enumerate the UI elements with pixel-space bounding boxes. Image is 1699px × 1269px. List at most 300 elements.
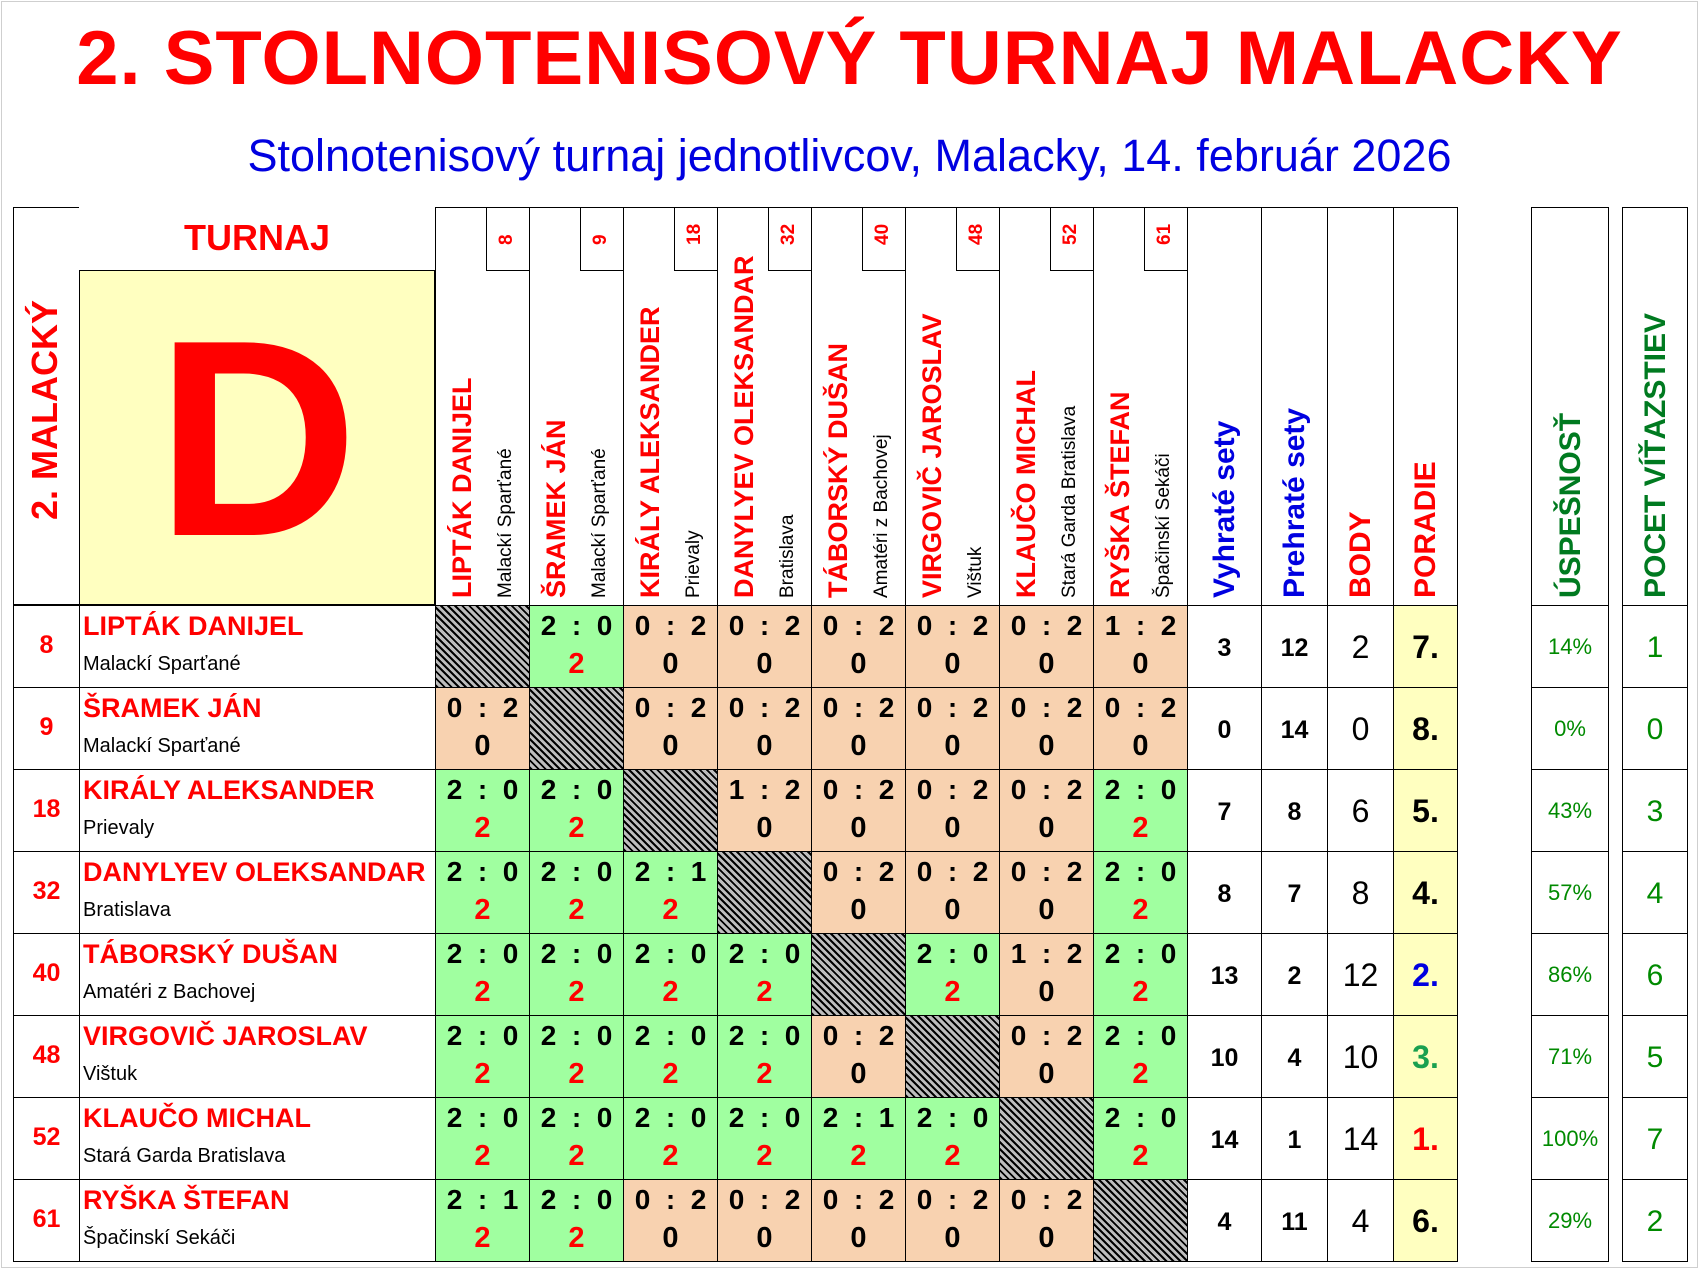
match-score: 2 : 1 [446, 1184, 519, 1215]
match-points: 2 [1132, 1140, 1149, 1172]
turnaj-label: TURNAJ [183, 217, 330, 258]
match-score: 0 : 2 [1010, 692, 1083, 723]
extra-column-label: ÚSPEŠNOSŤ [1553, 412, 1587, 598]
match-points: 2 [1132, 812, 1149, 844]
stat-value-points: 10 [1342, 1039, 1379, 1076]
match-score: 0 : 2 [728, 1184, 801, 1215]
match-result-cell [999, 687, 1094, 770]
page-title: 2. STOLNOTENISOVÝ TURNAJ MALACKY [76, 16, 1623, 101]
match-result-cell [529, 1015, 624, 1098]
stat-value-points: 4 [1351, 1203, 1370, 1240]
match-result-cell [717, 933, 812, 1016]
match-result-cell [999, 933, 1094, 1016]
stat-cell-points [1327, 851, 1394, 934]
match-points: 2 [568, 812, 585, 844]
match-score: 2 : 0 [446, 856, 519, 887]
match-result-cell [905, 687, 1000, 770]
stat-value-won: 0 [1217, 715, 1232, 744]
match-points: 0 [850, 1058, 867, 1090]
match-score: 2 : 1 [634, 856, 707, 887]
match-points: 2 [568, 648, 585, 680]
stat-value-rank: 3. [1412, 1039, 1439, 1076]
opponent-name: VIRGOVIČ JAROSLAV [917, 313, 947, 598]
player-number-cell [13, 1097, 80, 1180]
stat-column-header [1327, 207, 1394, 606]
match-score: 2 : 0 [1104, 938, 1177, 969]
match-result-cell [1093, 1097, 1188, 1180]
self-match-cell [435, 605, 530, 688]
opponent-number-box [1050, 207, 1094, 271]
match-result-cell [905, 1179, 1000, 1262]
opponent-club: Stará Garda Bratislava [1059, 405, 1080, 598]
opponent-name: RYŠKA ŠTEFAN [1105, 391, 1135, 598]
player-name: KLAUČO MICHAL [83, 1103, 311, 1133]
match-score: 0 : 2 [1104, 692, 1177, 723]
match-result-cell [717, 769, 812, 852]
opponent-number-box [486, 207, 530, 271]
player-number-cell [13, 605, 80, 688]
self-match-cell [529, 687, 624, 770]
stat-value-lost: 14 [1280, 715, 1309, 744]
extra-cell-wins [1622, 851, 1688, 934]
match-result-cell [905, 933, 1000, 1016]
match-result-cell [999, 1015, 1094, 1098]
opponent-club: Malackí Sparťané [589, 448, 610, 598]
opponent-club: Vištuk [965, 546, 986, 598]
match-score: 0 : 2 [446, 692, 519, 723]
player-number-cell [13, 1015, 80, 1098]
stat-column-label: PORADIE [1409, 461, 1442, 598]
stat-cell-rank [1393, 769, 1458, 852]
match-points: 2 [474, 812, 491, 844]
side-label: 2. MALACKÝ [24, 299, 65, 520]
opponent-number: 48 [966, 223, 987, 245]
opponent-club: Malackí Sparťané [495, 448, 516, 598]
stat-cell-won [1187, 605, 1262, 688]
match-score: 2 : 0 [540, 938, 613, 969]
match-points: 2 [474, 1140, 491, 1172]
match-points: 2 [662, 976, 679, 1008]
stat-cell-lost [1261, 1179, 1328, 1262]
match-points: 0 [1038, 1058, 1055, 1090]
stat-cell-points [1327, 687, 1394, 770]
match-result-cell [999, 769, 1094, 852]
extra-value-wins: 5 [1646, 1040, 1664, 1074]
extra-value-wins: 3 [1646, 794, 1664, 828]
stat-cell-lost [1261, 605, 1328, 688]
match-points: 0 [850, 1222, 867, 1254]
match-score: 2 : 0 [728, 938, 801, 969]
match-result-cell [811, 687, 906, 770]
stat-value-lost: 8 [1287, 797, 1302, 826]
player-club: Prievaly [83, 817, 155, 839]
player-name-cell [79, 851, 436, 934]
match-result-cell [717, 1015, 812, 1098]
opponent-column-header [529, 207, 624, 606]
match-result-cell [623, 687, 718, 770]
extra-column-header [1531, 207, 1609, 606]
player-number: 9 [39, 713, 54, 741]
stat-cell-points [1327, 1015, 1394, 1098]
match-result-cell [717, 687, 812, 770]
match-result-cell [529, 605, 624, 688]
match-points: 2 [662, 1140, 679, 1172]
match-result-cell [811, 1097, 906, 1180]
match-score: 1 : 2 [728, 774, 801, 805]
stat-cell-points [1327, 1097, 1394, 1180]
stat-column-label: BODY [1344, 511, 1377, 598]
opponent-number: 18 [684, 223, 705, 245]
player-club: Amatéri z Bachovej [83, 981, 256, 1003]
stat-column-header [1261, 207, 1328, 606]
match-points: 0 [474, 730, 491, 762]
stat-value-won: 7 [1217, 797, 1232, 826]
player-number: 8 [39, 631, 54, 659]
opponent-number: 61 [1154, 223, 1175, 245]
stat-cell-points [1327, 1179, 1394, 1262]
match-result-cell [717, 1097, 812, 1180]
match-result-cell [999, 851, 1094, 934]
match-points: 2 [474, 976, 491, 1008]
match-result-cell [905, 851, 1000, 934]
player-name: TÁBORSKÝ DUŠAN [83, 939, 339, 969]
match-points: 0 [1038, 1222, 1055, 1254]
match-points: 0 [1038, 648, 1055, 680]
group-letter: D [155, 283, 359, 595]
match-result-cell [435, 687, 530, 770]
match-score: 2 : 0 [446, 1102, 519, 1133]
stat-cell-won [1187, 1015, 1262, 1098]
opponent-name: KIRÁLY ALEKSANDER [635, 306, 665, 598]
stat-value-lost: 7 [1287, 879, 1302, 908]
match-points: 2 [944, 1140, 961, 1172]
match-points: 0 [944, 648, 961, 680]
match-score: 2 : 0 [916, 938, 989, 969]
match-result-cell [529, 769, 624, 852]
match-result-cell [623, 851, 718, 934]
match-points: 0 [850, 730, 867, 762]
player-number: 32 [32, 877, 61, 905]
match-result-cell [811, 851, 906, 934]
self-match-cell [905, 1015, 1000, 1098]
player-name: LIPTÁK DANIJEL [83, 611, 304, 641]
match-points: 0 [944, 812, 961, 844]
match-points: 2 [474, 1222, 491, 1254]
stat-value-points: 0 [1351, 711, 1370, 748]
player-club: Špačinskí Sekáči [83, 1227, 236, 1249]
stat-value-lost: 11 [1281, 1207, 1308, 1236]
extra-value-wins: 6 [1646, 958, 1664, 992]
opponent-column-header [811, 207, 906, 606]
match-points: 2 [474, 1058, 491, 1090]
extra-cell-wins [1622, 1179, 1688, 1262]
stat-cell-lost [1261, 769, 1328, 852]
stat-cell-points [1327, 933, 1394, 1016]
match-result-cell [811, 1015, 906, 1098]
match-result-cell [1093, 933, 1188, 1016]
stat-cell-rank [1393, 933, 1458, 1016]
extra-column-header [1622, 207, 1688, 606]
extra-cell-success [1531, 605, 1609, 688]
extra-value-success: 29% [1547, 1208, 1593, 1234]
match-score: 2 : 0 [1104, 856, 1177, 887]
match-result-cell [435, 1015, 530, 1098]
match-score: 0 : 2 [822, 1184, 895, 1215]
opponent-club: Bratislava [777, 514, 798, 598]
match-score: 0 : 2 [916, 774, 989, 805]
stat-cell-lost [1261, 851, 1328, 934]
extra-cell-success [1531, 1179, 1609, 1262]
match-score: 0 : 2 [916, 856, 989, 887]
match-result-cell [623, 1015, 718, 1098]
match-score: 2 : 0 [1104, 1102, 1177, 1133]
stat-column-label: Prehraté sety [1278, 407, 1311, 598]
match-score: 0 : 2 [822, 610, 895, 641]
player-club: Stará Garda Bratislava [83, 1145, 286, 1167]
match-score: 0 : 2 [1010, 1020, 1083, 1051]
match-points: 2 [1132, 976, 1149, 1008]
player-number-cell [13, 851, 80, 934]
opponent-name: TÁBORSKÝ DUŠAN [823, 342, 853, 598]
match-score: 2 : 0 [634, 938, 707, 969]
opponent-number: 8 [496, 234, 517, 245]
stat-cell-points [1327, 605, 1394, 688]
match-score: 0 : 2 [916, 610, 989, 641]
stat-value-lost: 12 [1280, 633, 1309, 662]
extra-cell-success [1531, 1015, 1609, 1098]
match-result-cell [717, 1179, 812, 1262]
page-subtitle: Stolnotenisový turnaj jednotlivcov, Malacky, 14. február 2026 [247, 130, 1452, 181]
match-score: 2 : 0 [728, 1102, 801, 1133]
player-name: ŠRAMEK JÁN [83, 693, 262, 723]
match-points: 2 [756, 1140, 773, 1172]
match-points: 2 [568, 1140, 585, 1172]
match-score: 1 : 2 [1104, 610, 1177, 641]
opponent-number-box [1144, 207, 1188, 271]
player-number: 61 [32, 1205, 61, 1233]
player-name-cell [79, 1179, 436, 1262]
player-name-cell [79, 605, 436, 688]
player-number-cell [13, 1179, 80, 1262]
extra-value-success: 71% [1547, 1044, 1593, 1070]
match-result-cell [435, 1179, 530, 1262]
match-points: 0 [850, 812, 867, 844]
match-points: 2 [756, 1058, 773, 1090]
match-result-cell [1093, 687, 1188, 770]
opponent-name: ŠRAMEK JÁN [541, 419, 571, 598]
match-score: 0 : 2 [916, 692, 989, 723]
match-result-cell [905, 769, 1000, 852]
stat-column-header [1393, 207, 1458, 606]
player-number-cell [13, 769, 80, 852]
stat-value-lost: 2 [1287, 961, 1302, 990]
stat-value-rank: 6. [1412, 1203, 1439, 1240]
opponent-column-header [623, 207, 718, 606]
match-score: 0 : 2 [728, 692, 801, 723]
match-result-cell [623, 1179, 718, 1262]
stat-value-rank: 1. [1412, 1121, 1439, 1158]
opponent-number-box [674, 207, 718, 271]
match-points: 2 [568, 1222, 585, 1254]
stat-value-won: 14 [1210, 1125, 1239, 1154]
match-score: 0 : 2 [1010, 774, 1083, 805]
stat-cell-won [1187, 687, 1262, 770]
player-name-cell [79, 1097, 436, 1180]
match-result-cell [623, 605, 718, 688]
match-result-cell [435, 933, 530, 1016]
self-match-cell [811, 933, 906, 1016]
stat-cell-rank [1393, 1179, 1458, 1262]
extra-cell-wins [1622, 687, 1688, 770]
extra-value-success: 43% [1547, 798, 1593, 824]
stat-cell-lost [1261, 1015, 1328, 1098]
extra-value-success: 86% [1547, 962, 1593, 988]
match-points: 2 [756, 976, 773, 1008]
match-points: 0 [756, 730, 773, 762]
match-points: 0 [944, 730, 961, 762]
opponent-column-header [905, 207, 1000, 606]
match-score: 0 : 2 [1010, 610, 1083, 641]
match-score: 2 : 0 [540, 1184, 613, 1215]
stat-cell-won [1187, 1179, 1262, 1262]
extra-value-wins: 7 [1646, 1122, 1664, 1156]
self-match-cell [717, 851, 812, 934]
stat-cell-won [1187, 851, 1262, 934]
extra-value-wins: 1 [1646, 630, 1664, 664]
stat-value-won: 3 [1217, 633, 1232, 662]
extra-cell-wins [1622, 933, 1688, 1016]
player-club: Bratislava [83, 899, 171, 921]
match-score: 1 : 2 [1010, 938, 1083, 969]
stat-value-points: 2 [1351, 629, 1370, 666]
match-points: 0 [662, 648, 679, 680]
extra-value-wins: 4 [1646, 876, 1664, 910]
player-name-cell [79, 933, 436, 1016]
stat-value-points: 14 [1342, 1121, 1379, 1158]
group-letter-box [79, 270, 435, 605]
self-match-cell [999, 1097, 1094, 1180]
player-name: VIRGOVIČ JAROSLAV [83, 1021, 368, 1051]
match-result-cell [435, 769, 530, 852]
opponent-column-header [1093, 207, 1188, 606]
match-points: 0 [756, 1222, 773, 1254]
extra-cell-wins [1622, 605, 1688, 688]
match-score: 2 : 0 [446, 774, 519, 805]
extra-cell-success [1531, 933, 1609, 1016]
stat-value-won: 4 [1217, 1207, 1232, 1236]
match-score: 2 : 0 [916, 1102, 989, 1133]
opponent-column-header [435, 207, 530, 606]
extra-cell-success [1531, 687, 1609, 770]
player-number: 40 [32, 959, 61, 987]
extra-cell-wins [1622, 1097, 1688, 1180]
match-score: 0 : 2 [728, 610, 801, 641]
opponent-name: KLAUČO MICHAL [1011, 370, 1041, 598]
stat-cell-rank [1393, 851, 1458, 934]
player-club: Malackí Sparťané [83, 653, 241, 675]
match-result-cell [905, 1097, 1000, 1180]
stat-cell-won [1187, 769, 1262, 852]
match-points: 2 [662, 894, 679, 926]
opponent-number: 40 [872, 223, 893, 245]
stat-cell-rank [1393, 687, 1458, 770]
stat-value-points: 8 [1351, 875, 1370, 912]
match-points: 0 [662, 730, 679, 762]
self-match-cell [623, 769, 718, 852]
match-score: 0 : 2 [634, 692, 707, 723]
stat-value-points: 12 [1342, 957, 1379, 994]
match-score: 2 : 0 [540, 1102, 613, 1133]
player-name-cell [79, 769, 436, 852]
match-result-cell [999, 1179, 1094, 1262]
player-number: 52 [32, 1123, 61, 1151]
opponent-column-header [717, 207, 812, 606]
opponent-number-box [580, 207, 624, 271]
match-score: 2 : 0 [634, 1102, 707, 1133]
stat-value-rank: 5. [1412, 793, 1439, 830]
opponent-name: LIPTÁK DANIJEL [447, 377, 477, 598]
stat-value-won: 13 [1210, 961, 1239, 990]
match-result-cell [435, 1097, 530, 1180]
stat-value-rank: 7. [1412, 629, 1439, 666]
stat-cell-lost [1261, 1097, 1328, 1180]
opponent-name: DANYLYEV OLEKSANDAR [729, 255, 759, 598]
match-score: 0 : 2 [1010, 856, 1083, 887]
extra-cell-wins [1622, 1015, 1688, 1098]
stat-cell-won [1187, 933, 1262, 1016]
match-points: 2 [1132, 1058, 1149, 1090]
player-name-cell [79, 1015, 436, 1098]
self-match-cell [1093, 1179, 1188, 1262]
stat-column-label: Vyhraté sety [1208, 420, 1241, 598]
match-points: 2 [568, 976, 585, 1008]
turnaj-label-box [79, 207, 435, 271]
stat-column-header [1187, 207, 1262, 606]
stat-cell-points [1327, 769, 1394, 852]
match-score: 0 : 2 [822, 692, 895, 723]
player-number-cell [13, 933, 80, 1016]
match-points: 2 [662, 1058, 679, 1090]
match-points: 0 [850, 894, 867, 926]
extra-value-wins: 0 [1646, 712, 1664, 746]
match-score: 0 : 2 [822, 856, 895, 887]
opponent-number-box [956, 207, 1000, 271]
player-name: RYŠKA ŠTEFAN [83, 1185, 290, 1215]
player-number-cell [13, 687, 80, 770]
match-result-cell [999, 605, 1094, 688]
match-score: 2 : 0 [540, 610, 613, 641]
match-score: 0 : 2 [916, 1184, 989, 1215]
opponent-number: 9 [590, 234, 611, 245]
match-score: 2 : 1 [822, 1102, 895, 1133]
opponent-number: 52 [1060, 223, 1081, 245]
extra-value-success: 0% [1554, 716, 1586, 742]
stat-value-rank: 2. [1412, 957, 1439, 994]
match-points: 0 [1038, 730, 1055, 762]
match-result-cell [905, 605, 1000, 688]
match-points: 0 [850, 648, 867, 680]
extra-cell-wins [1622, 769, 1688, 852]
opponent-number: 32 [778, 223, 799, 245]
match-result-cell [1093, 769, 1188, 852]
player-name: KIRÁLY ALEKSANDER [83, 775, 375, 805]
match-score: 0 : 2 [634, 1184, 707, 1215]
match-points: 0 [1038, 812, 1055, 844]
match-result-cell [529, 851, 624, 934]
match-score: 0 : 2 [1010, 1184, 1083, 1215]
match-result-cell [811, 1179, 906, 1262]
stat-cell-won [1187, 1097, 1262, 1180]
